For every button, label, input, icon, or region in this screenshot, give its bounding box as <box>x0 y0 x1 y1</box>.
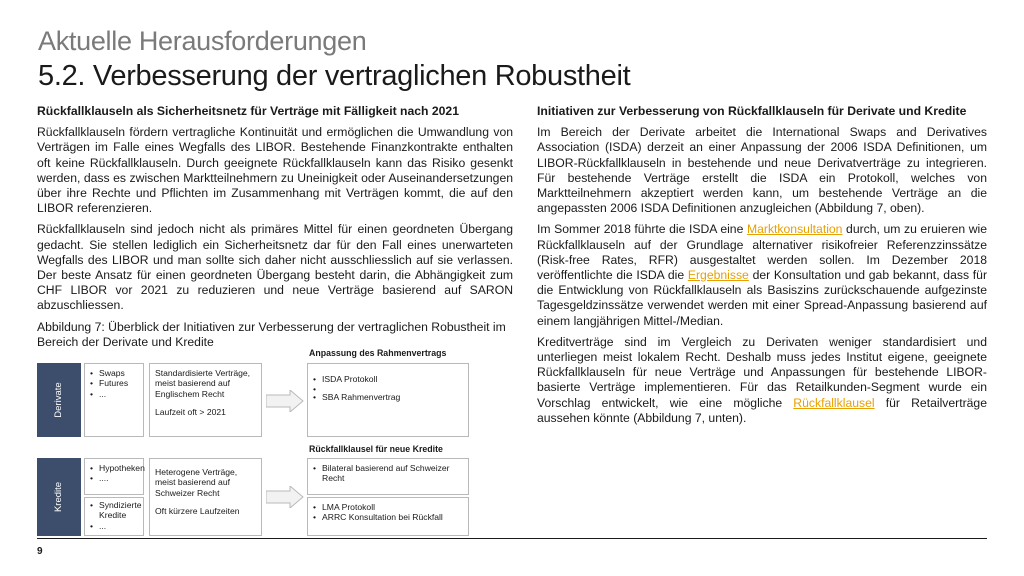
list-item: • LMA Protokoll <box>313 502 463 512</box>
side-label-derivate: Derivate <box>37 363 81 437</box>
derivate-description-2: Laufzeit oft > 2021 <box>155 407 226 418</box>
side-label-kredite: Kredite <box>37 458 81 536</box>
list-item: • ... <box>90 521 138 531</box>
list-item: • ARRC Konsultation bei Rückfall <box>313 512 463 522</box>
left-column <box>37 104 513 356</box>
diagram-header-top: Anpassung des Rahmenvertrags <box>309 348 447 358</box>
right-paragraph-2: Im Sommer 2018 führte die ISDA eine Marktkonsultation durch, um zu eruieren wie Rückfallklauseln auf der Grundlage alternativer risikofreier Referenzzinssätze (Risk-free Rates, RFR) ausgestaltet werden sollen. Im Dezember 2018 veröffentlichte die ISDA die Ergebnisse der Konsultation und gab bekannt, dass für die Entwicklung von Rückfallklauseln als Basiszins zurückschauende aufgezinste Tagesgeldzinssätze verwendet werden mit einer Spread-Anpassung basierend auf einem langjährigen Mittel-/Median. <box>537 222 988 328</box>
list-item: • Futures <box>90 378 138 388</box>
diagram-header-bottom: Rückfallklausel für neue Kredite <box>309 444 443 454</box>
list-item: • .... <box>90 473 138 483</box>
section-title: Aktuelle Herausforderungen <box>38 26 367 56</box>
figure-caption: Abbildung 7: Überblick der Initiativen zur Verbesserung der vertraglichen Robustheit im Bereich der Derivate und Kredite <box>37 319 506 349</box>
kredite-products-box-2 <box>84 497 144 536</box>
left-paragraph-1: Rückfallklauseln fördern vertragliche Kontinuität und ermöglichen die Umwandlung von Verträgen im Falle eines Wegfalls des LIBOR. Bestehende Finanzkontrakte enthalten oft keine Rückfallklauseln. Durch geeignete Rückfallklauseln kann das Risiko gesenkt werden, dass es zwischen Marktteilnehmern zu Uneinigkeit oder Auseinandersetzungen über ihre Rechte und Pflichten im Zusammenhang mit Verträgen kommt, die auf den LIBOR referenzieren. <box>37 125 513 216</box>
list-item: • Bilateral basierend auf Schweizer Recht <box>313 463 463 484</box>
kredite-products-box-1 <box>84 458 144 495</box>
page-title: 5.2. Verbesserung der vertraglichen Robustheit <box>38 60 631 92</box>
arrow-right-icon <box>266 390 304 412</box>
list-item: • Syndizierte Kredite <box>90 500 138 521</box>
kredite-description-1: Heterogene Verträge, meist basierend auf Schweizer Recht <box>155 467 238 498</box>
arrow-right-icon <box>266 486 304 508</box>
list-item: • SBA Rahmenvertrag <box>313 392 463 402</box>
list-item: • Hypotheken <box>90 463 138 473</box>
right-column <box>537 104 987 432</box>
link-ergebnisse[interactable]: Ergebnisse <box>687 268 749 283</box>
kredite-outcome-box-1 <box>307 458 469 495</box>
derivate-outcome-box <box>307 363 469 437</box>
derivate-description-box <box>149 363 262 437</box>
right-paragraph-3: Kreditverträge sind im Vergleich zu Derivaten weniger standardisiert und unterliegen meist lokalem Recht. Deshalb muss jedes Institut eigene, geeignete Rückfallklauseln für neue Verträge und Anpassungen für bestehende LIBOR-basierte Verträge implementieren. Für das Retailkunden-Segment wurde ein Vorschlag entwickelt, wie eine mögliche Rückfallklausel für Retailverträge aussehen könnte (Abbildung 7, unten). <box>537 334 987 425</box>
link-rueckfallklausel[interactable]: Rückfallklausel <box>793 395 875 410</box>
kredite-description-2: Oft kürzere Laufzeiten <box>155 506 240 517</box>
left-paragraph-2: Rückfallklauseln sind jedoch nicht als primäres Mittel für einen geordneten Übergang gedacht. Sie stellen lediglich ein Sicherheitsnetz dar für den Fall eines unerwarteten Wegfalls des LIBOR und man sollte sich daher nicht ausschliesslich auf sie verlassen. Der beste Ansatz für einen geordneten Übergang besteht darin, die Abhängigkeit zum CHF LIBOR vor 2021 zu reduzieren und neue Verträge basierend auf SARON abzuschliessen. <box>37 222 513 313</box>
left-heading: Rückfallklauseln als Sicherheitsnetz für Verträge mit Fälligkeit nach 2021 <box>37 104 459 118</box>
right-heading: Initiativen zur Verbesserung von Rückfallklauseln für Derivate und Kredite <box>537 104 967 118</box>
initiatives-diagram <box>37 348 477 538</box>
list-item: • ISDA Protokoll <box>313 374 463 384</box>
kredite-outcome-box-2 <box>307 497 469 536</box>
list-item: • ... <box>90 389 138 399</box>
derivate-description-1: Standardisierte Verträge, meist basierend auf Englischem Recht <box>155 368 251 399</box>
list-item: • Swaps <box>90 368 138 378</box>
right-paragraph-1: Im Bereich der Derivate arbeitet die International Swaps and Derivatives Association (ISDA) derzeit an einer Anpassung der 2006 ISDA Definitionen, um LIBOR-Rückfallklauseln in bestehende und neue Derivatverträge zu integrieren. Für bestehende Verträge erstellt die ISDA ein Protokoll, welches von Marktteilnehmern akzeptiert werden kann, um bestehende Verträge an die angepassten 2006 ISDA Definitionen anzugleichen (Abbildung 7, oben). <box>537 125 987 216</box>
kredite-description-box <box>149 458 262 536</box>
footer-divider <box>37 538 987 539</box>
derivate-products-box <box>84 363 144 437</box>
link-marktkonsultation[interactable]: Marktkonsultation <box>746 222 843 237</box>
page-number: 9 <box>37 546 43 557</box>
